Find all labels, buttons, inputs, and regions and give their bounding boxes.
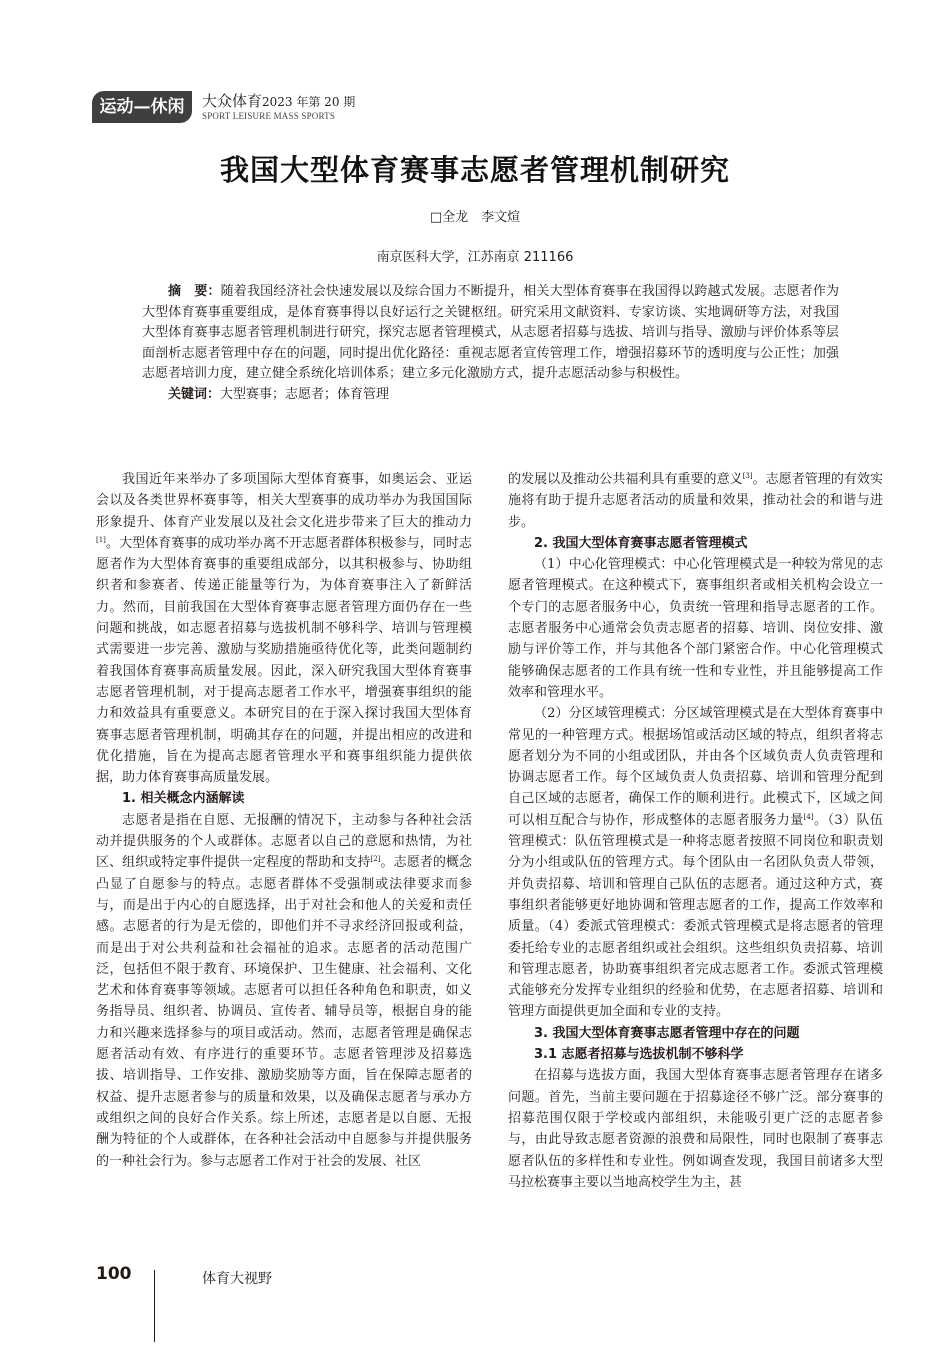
citation: [2] bbox=[370, 855, 381, 864]
subsection-heading: 3.1 志愿者招募与选拔机制不够科学 bbox=[534, 1047, 744, 1063]
journal-header bbox=[92, 88, 392, 128]
journal-info bbox=[202, 90, 355, 111]
author-affiliation: 南京医科大学，江苏南京 211166 bbox=[376, 250, 574, 265]
keywords-label: 关键词： bbox=[168, 386, 221, 402]
keywords-text: 大型赛事；志愿者；体育管理 bbox=[220, 386, 390, 402]
footer-section-name: 体育大视野 bbox=[202, 1271, 272, 1287]
paragraph-continued bbox=[508, 469, 883, 533]
paragraph-text: 。志愿者管理的有效实施将有助于提升志愿者活动的质量和效果，推动社会的和谐与进步。 bbox=[508, 472, 883, 530]
paragraph-text: 。（3）队伍管理模式：队伍管理模式是一种将志愿者按照不同岗位和职责划分为小组或队伍的管理方式。每个团队由一名团队负责人带领，并负责招募、培训和管理自己队伍的志愿者。通过这种方式，赛事组织者能够更好地协调和管理志愿者的工作，提高工作效率和质量。（4）委派式管理模式：委派式管理模式是将志愿者的管理委托给专业的志愿者组织或社会组织。这些组织负责招募、培训和管理志愿者，协助赛事组织者完成志愿者工作。委派式管理模式能够充分发挥专业组织的经验和优势，在志愿者招募、培训和管理方面提供更加全面和专业的支持。 bbox=[508, 812, 883, 1020]
paragraph bbox=[96, 810, 472, 1172]
journal-english-name: SPORT LEISURE MASS SPORTS bbox=[202, 111, 336, 121]
paragraph: （1）中心化管理模式：中心化管理模式是一种较为常见的志愿者管理模式。在这种模式下，赛事组织者或相关机构会设立一个专门的志愿者服务中心，负责统一管理和指导志愿者的工作。志愿者服务中心通常会负责志愿者的招募、培训、岗位安排、激励与评价等工作，并与其他各个部门紧密合作。中心化管理模式能够确保志愿者的工作具有统一性和专业性，并且能够提高工作效率和管理水平。 bbox=[508, 557, 883, 700]
body-column-right bbox=[508, 469, 883, 1193]
paragraph-text: 的发展以及推动公共福利具有重要的意义 bbox=[508, 472, 743, 487]
citation: [3] bbox=[742, 472, 753, 480]
journal-issue: 2023 年第 20 期 bbox=[262, 95, 356, 109]
paragraph bbox=[508, 703, 883, 1022]
keywords bbox=[142, 385, 839, 406]
paragraph: 在招募与选拔方面，我国大型体育赛事志愿者管理存在诸多问题。首先，当前主要问题在于招募途径不够广泛。部分赛事的招募范围仅限于学校或内部组织，未能吸引更广泛的志愿者参与，由此导致志愿者资源的浪费和局限性，同时也限制了赛事志愿者队伍的多样性和专业性。例如调查发现，我国目前诸多大型马拉松赛事主要以当地高校学生为主，甚 bbox=[508, 1068, 883, 1190]
paragraph-text: 。志愿者的概念凸显了自愿参与的特点。志愿者群体不受强制或法律要求而参与，而是出于内心的自愿选择，出于对社会和他人的关爱和责任感。志愿者的行为是无偿的，即他们并不寻求经济回报或利益，而是出于对公共利益和社会福祉的追求。志愿者的活动范围广泛，包括但不限于教育、环境保护、卫生健康、社会福利、文化艺术和体育赛事等领域。志愿者可以担任各种角色和职责，如义务指导员、组织者、协调员、宣传者、辅导员等，根据自身的能力和兴趣来选择参与的项目或活动。然而，志愿者管理是确保志愿者活动有效、有序进行的重要环节。志愿者管理涉及招募选拔、培训指导、工作安排、激励奖励等方面，旨在保障志愿者的权益、提升志愿者参与的质量和效果，以及确保志愿者与承办方或组织之间的良好合作关系。综上所述，志愿者是以自愿、无报酬为特征的个人或群体，在各种社会活动中自愿参与并提供服务的一种社会行为。参与志愿者工作对于社会的发展、社区 bbox=[96, 855, 472, 1169]
section-badge: 运动—休闲 bbox=[92, 91, 192, 123]
citation: [1] bbox=[96, 535, 106, 544]
paragraph-text: 。大型体育赛事的成功举办离不开志愿者群体积极参与，同时志愿者作为大型体育赛事的重要组成部分，以其积极参与、协助组织者和参赛者、传递正能量等行为，为体育赛事注入了新鲜活力。然而，目前我国在大型体育赛事志愿者管理方面仍存在一些问题和挑战，如志愿者招募与选拔机制不够科学、培训与管理模式需要进一步完善、激励与奖励措施亟待优化等，此类问题制约着我国体育赛事高质量发展。因此，深入研究我国大型体育赛事志愿者管理机制，对于提高志愿者工作水平，增强赛事组织的能力和效益具有重要意义。本研究目的在于深入探讨我国大型体育赛事志愿者管理机制，明确其存在的问题，并提出相应的改进和优化措施，旨在为提高志愿者管理水平和赛事组织能力提供依据，助力体育赛事高质量发展。 bbox=[96, 535, 472, 786]
body-column-left bbox=[96, 469, 472, 1172]
abstract-text: 随着我国经济社会快速发展以及综合国力不断提升，相关大型体育赛事在我国得以跨越式发展。志愿者作为大型体育赛事重要组成，是体育赛事得以良好运行之关键枢纽。研究采用文献资料、专家访谈、实地调研等方法，对我国大型体育赛事志愿者管理机制进行研究，探究志愿者管理模式，从志愿者招募与选拔、培训与指导、激励与评价体系等层面剖析志愿者管理中存在的问题，同时提出优化路径：重视志愿者宣传管理工作，增强招募环节的透明度与公正性；加强志愿者培训力度，建立健全系统化培训体系；建立多元化激励方式，提升志愿活动参与积极性。 bbox=[142, 284, 839, 381]
paragraph-text: 我国近年来举办了多项国际大型体育赛事，如奥运会、亚运会以及各类世界杯赛事等，相关大型赛事的成功举办为我国国际形象提升、体育产业发展以及社会文化进步带来了巨大的推动力 bbox=[96, 472, 472, 530]
paragraph-text: 志愿者是指在自愿、无报酬的情况下，主动参与各种社会活动并提供服务的个人或群体。志愿者以自己的意愿和热情，为社区、组织或特定事件提供一定程度的帮助和支持 bbox=[96, 812, 472, 871]
article-authors: □全龙 李文煊 bbox=[429, 210, 521, 225]
section-heading: 3. 我国大型体育赛事志愿者管理中存在的问题 bbox=[534, 1025, 800, 1041]
paragraph bbox=[96, 469, 472, 788]
article-title: 我国大型体育赛事志愿者管理机制研究 bbox=[219, 153, 730, 187]
section-heading: 1. 相关概念内涵解读 bbox=[122, 791, 245, 807]
abstract bbox=[142, 282, 839, 385]
citation: [4] bbox=[803, 812, 814, 821]
journal-name: 大众体育 bbox=[202, 92, 263, 110]
section-heading: 2. 我国大型体育赛事志愿者管理模式 bbox=[534, 535, 748, 551]
abstract-block bbox=[142, 282, 839, 405]
page-number: 100 bbox=[96, 1264, 132, 1284]
footer-divider bbox=[154, 1270, 155, 1342]
paragraph-text: （2）分区域管理模式：分区域管理模式是在大型体育赛事中常见的一种管理方式。根据场馆或活动区域的特点，组织者将志愿者划分为不同的小组或团队，并由各个区域负责人负责管理和协调志愿者工作。每个区域负责人负责招募、培训和管理分配到自己区域的志愿者，确保工作的顺利进行。此模式下，区域之间可以相互配合与协作，形成整体的志愿者服务力量 bbox=[508, 706, 883, 828]
abstract-label: 摘 要： bbox=[168, 284, 221, 299]
